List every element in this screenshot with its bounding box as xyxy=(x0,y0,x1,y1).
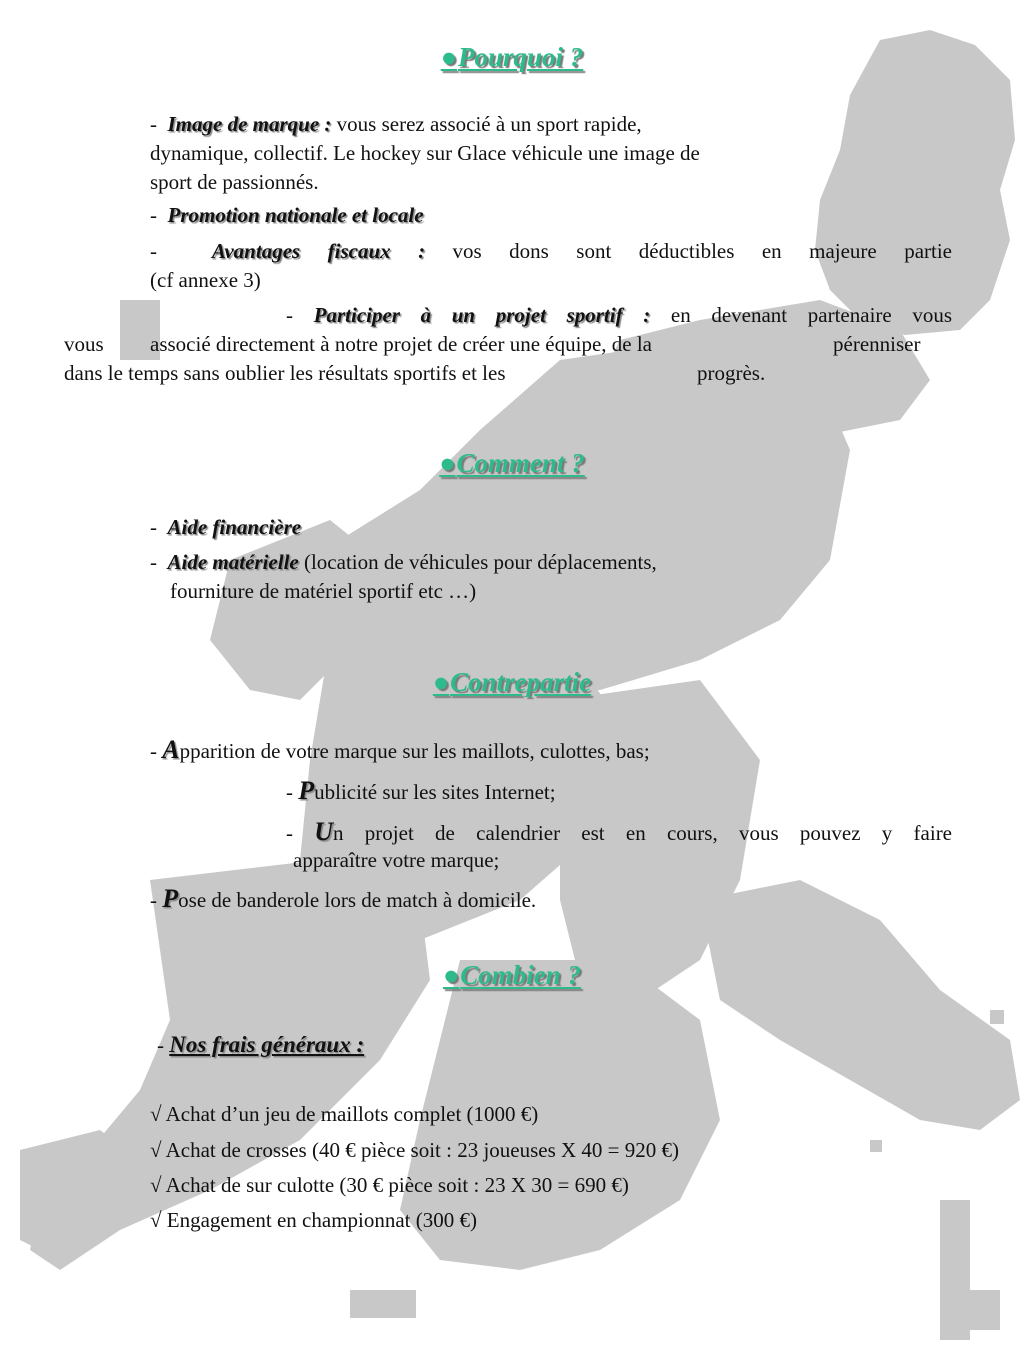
text-line: dynamique, collectif. Le hockey sur Glace véhicule une image de xyxy=(150,141,700,165)
dash: - xyxy=(150,112,157,136)
expense-text: √ Achat d’un jeu de maillots complet (1000 €) xyxy=(150,1102,539,1126)
heading-combien xyxy=(0,960,1024,991)
projet-line3a xyxy=(64,359,506,388)
label-image-de-marque: Image de marque : xyxy=(167,112,332,136)
heading-contrepartie-text: Contrepartie xyxy=(450,667,592,697)
projet-line2b xyxy=(150,330,652,359)
text-fragment: dans le temps sans oublier les résultats sportifs et les xyxy=(64,361,506,385)
heading-bullet: ● xyxy=(439,448,456,478)
comment-item-aide-materielle-line2 xyxy=(170,577,476,606)
expense-item xyxy=(150,1136,679,1165)
text-line: sport de passionnés. xyxy=(150,170,319,194)
dash: - xyxy=(150,515,157,539)
pourquoi-item-projet-sportif xyxy=(286,301,952,330)
initial-letter: P xyxy=(162,884,179,913)
heading-pourquoi-text: Pourquoi ? xyxy=(458,42,584,72)
text-line: ublicité sur les sites Internet; xyxy=(314,780,556,804)
contrepartie-item-calendrier xyxy=(286,817,952,848)
heading-bullet: ● xyxy=(432,667,450,697)
dash: - xyxy=(150,888,157,912)
heading-bullet: ● xyxy=(442,960,460,990)
dash: - xyxy=(150,239,157,263)
pourquoi-item-image-de-marque xyxy=(150,110,870,197)
text-line: fourniture de matériel sportif etc …) xyxy=(170,579,477,603)
expense-item xyxy=(150,1206,477,1235)
pourquoi-item-promotion xyxy=(150,201,424,230)
label-projet-sportif: Participer à un projet sportif : xyxy=(313,303,651,327)
label-avantages-fiscaux: Avantages fiscaux : xyxy=(211,239,426,263)
expense-item xyxy=(150,1100,538,1129)
heading-bullet: ● xyxy=(440,42,457,72)
text-line: en devenant partenaire vous xyxy=(670,303,953,327)
heading-combien-text: Combien ? xyxy=(460,960,582,990)
label-frais-generaux: Nos frais généraux : xyxy=(169,1032,365,1057)
dash: - xyxy=(150,550,157,574)
heading-comment xyxy=(0,448,1024,479)
expense-text: √ Achat de sur culotte (30 € pièce soit : 23 X 30 = 690 €) xyxy=(150,1173,629,1197)
label-promotion: Promotion nationale et locale xyxy=(167,203,424,227)
text-line: vos dons sont déductibles en majeure partie xyxy=(452,239,952,263)
projet-line2a xyxy=(64,330,104,359)
comment-item-aide-financiere xyxy=(150,513,301,542)
initial-letter: A xyxy=(162,735,180,764)
label-aide-materielle: Aide matérielle xyxy=(167,550,299,574)
pourquoi-item-avantages-line2 xyxy=(150,266,261,295)
comment-item-aide-materielle xyxy=(150,548,870,577)
label-aide-financiere: Aide financière xyxy=(167,515,302,539)
contrepartie-item-publicite xyxy=(286,776,556,807)
dash: - xyxy=(286,821,293,845)
pourquoi-item-avantages-fiscaux xyxy=(150,237,952,266)
text-fragment: vous xyxy=(64,332,104,356)
expense-text: √ Achat de crosses (40 € pièce soit : 23 joueuses X 40 = 920 €) xyxy=(150,1138,680,1162)
text-line: vous serez associé à un sport rapide, xyxy=(331,112,642,136)
projet-line3b xyxy=(697,359,765,388)
dash: - xyxy=(150,739,157,763)
text-line: (cf annexe 3) xyxy=(150,268,261,292)
initial-letter: P xyxy=(298,776,315,805)
dash: - xyxy=(150,203,157,227)
heading-pourquoi xyxy=(0,42,1024,73)
text-line: (location de véhicules pour déplacements, xyxy=(298,550,657,574)
contrepartie-item-banderole xyxy=(150,884,536,915)
text-fragment: progrès. xyxy=(697,361,766,385)
text-fragment: associé directement à notre projet de créer une équipe, de la xyxy=(150,332,653,356)
text-line: n projet de calendrier est en cours, vous pouvez y faire xyxy=(333,821,953,845)
text-line: apparaître votre marque; xyxy=(293,848,500,872)
initial-letter: U xyxy=(314,817,334,846)
dash: - xyxy=(286,303,293,327)
heading-comment-text: Comment ? xyxy=(456,448,585,478)
text-line: pparition de votre marque sur les maillots, culottes, bas; xyxy=(179,739,650,763)
contrepartie-item-calendrier-line2 xyxy=(293,846,499,875)
dash: - xyxy=(157,1033,164,1057)
text-fragment: pérenniser xyxy=(833,332,921,356)
expense-text: √ Engagement en championnat (300 €) xyxy=(150,1208,478,1232)
text-line: ose de banderole lors de match à domicile. xyxy=(178,888,537,912)
heading-contrepartie xyxy=(0,667,1024,698)
combien-subheading xyxy=(157,1030,364,1060)
expense-item xyxy=(150,1171,629,1200)
dash: - xyxy=(286,780,293,804)
projet-line2c xyxy=(833,330,920,359)
contrepartie-item-apparition xyxy=(150,735,650,766)
